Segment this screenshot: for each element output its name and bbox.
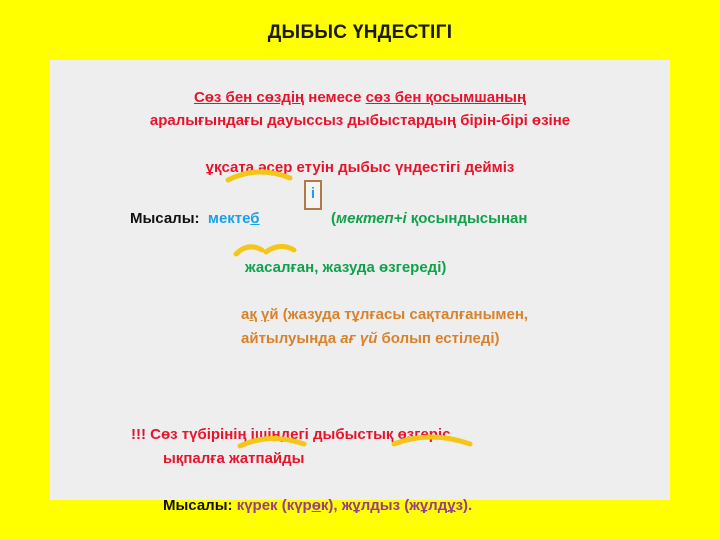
arc-1 bbox=[228, 172, 290, 180]
example1-word: мекте bbox=[207, 210, 251, 227]
definition-connector: немесе bbox=[304, 89, 366, 106]
note-line-1: !!! Сөз түбірінің ішіндегі дыбыстық өзгеріс bbox=[131, 426, 451, 443]
example1-letter-box: і bbox=[304, 180, 322, 210]
example2-word-a-letter: қ bbox=[249, 306, 257, 323]
example3-label: Мысалы: bbox=[163, 497, 237, 514]
definition-line-3: ұқсата әсер етуін дыбыс үндестігі дейміз bbox=[205, 159, 515, 176]
example2-word-b: й bbox=[269, 306, 279, 323]
example2-italic: ағ үй bbox=[340, 330, 378, 347]
definition-term-1: Сөз бен сөздің bbox=[193, 89, 305, 106]
example1-source-rest: қосындысынан bbox=[406, 210, 528, 227]
example3-words-2: к), жұлдыз (жұлд bbox=[320, 497, 448, 514]
arc-3 bbox=[266, 246, 294, 252]
note-line-2: ықпалға жатпайды bbox=[163, 450, 305, 467]
arc-5 bbox=[394, 437, 470, 444]
example3-words-3: з). bbox=[455, 497, 473, 514]
example2-rest: (жазуда тұлғасы сақталғанымен, bbox=[278, 306, 529, 323]
example3-words-1: күрек (күр bbox=[236, 497, 312, 514]
example3-letter-2: ұ bbox=[447, 497, 456, 514]
example2-word-a: а bbox=[241, 306, 250, 323]
definition-term-2: сөз бен қосымшаның bbox=[365, 89, 527, 106]
example2-line2-end: болып естіледі) bbox=[377, 330, 500, 347]
definition-line-2: аралығындағы дауыссыз дыбыстардың бірін-бірі өзіне bbox=[149, 112, 571, 129]
example3-letter-1: ө bbox=[311, 497, 321, 514]
example2-line2-start: айтылуында bbox=[241, 330, 341, 347]
example1-source-word: мектеп+і bbox=[336, 210, 407, 227]
example2-word-b-letter: ү bbox=[261, 306, 270, 323]
arc-4 bbox=[240, 438, 304, 446]
example1-line-2: жасалған, жазуда өзгереді) bbox=[245, 259, 447, 276]
example1-paren: ( bbox=[331, 210, 336, 227]
example1-word-letter: б bbox=[250, 210, 260, 227]
page-title: ДЫБЫС ҮНДЕСТІГІ bbox=[267, 22, 453, 43]
example1-label: Мысалы: bbox=[130, 210, 200, 227]
arc-2 bbox=[236, 247, 262, 254]
